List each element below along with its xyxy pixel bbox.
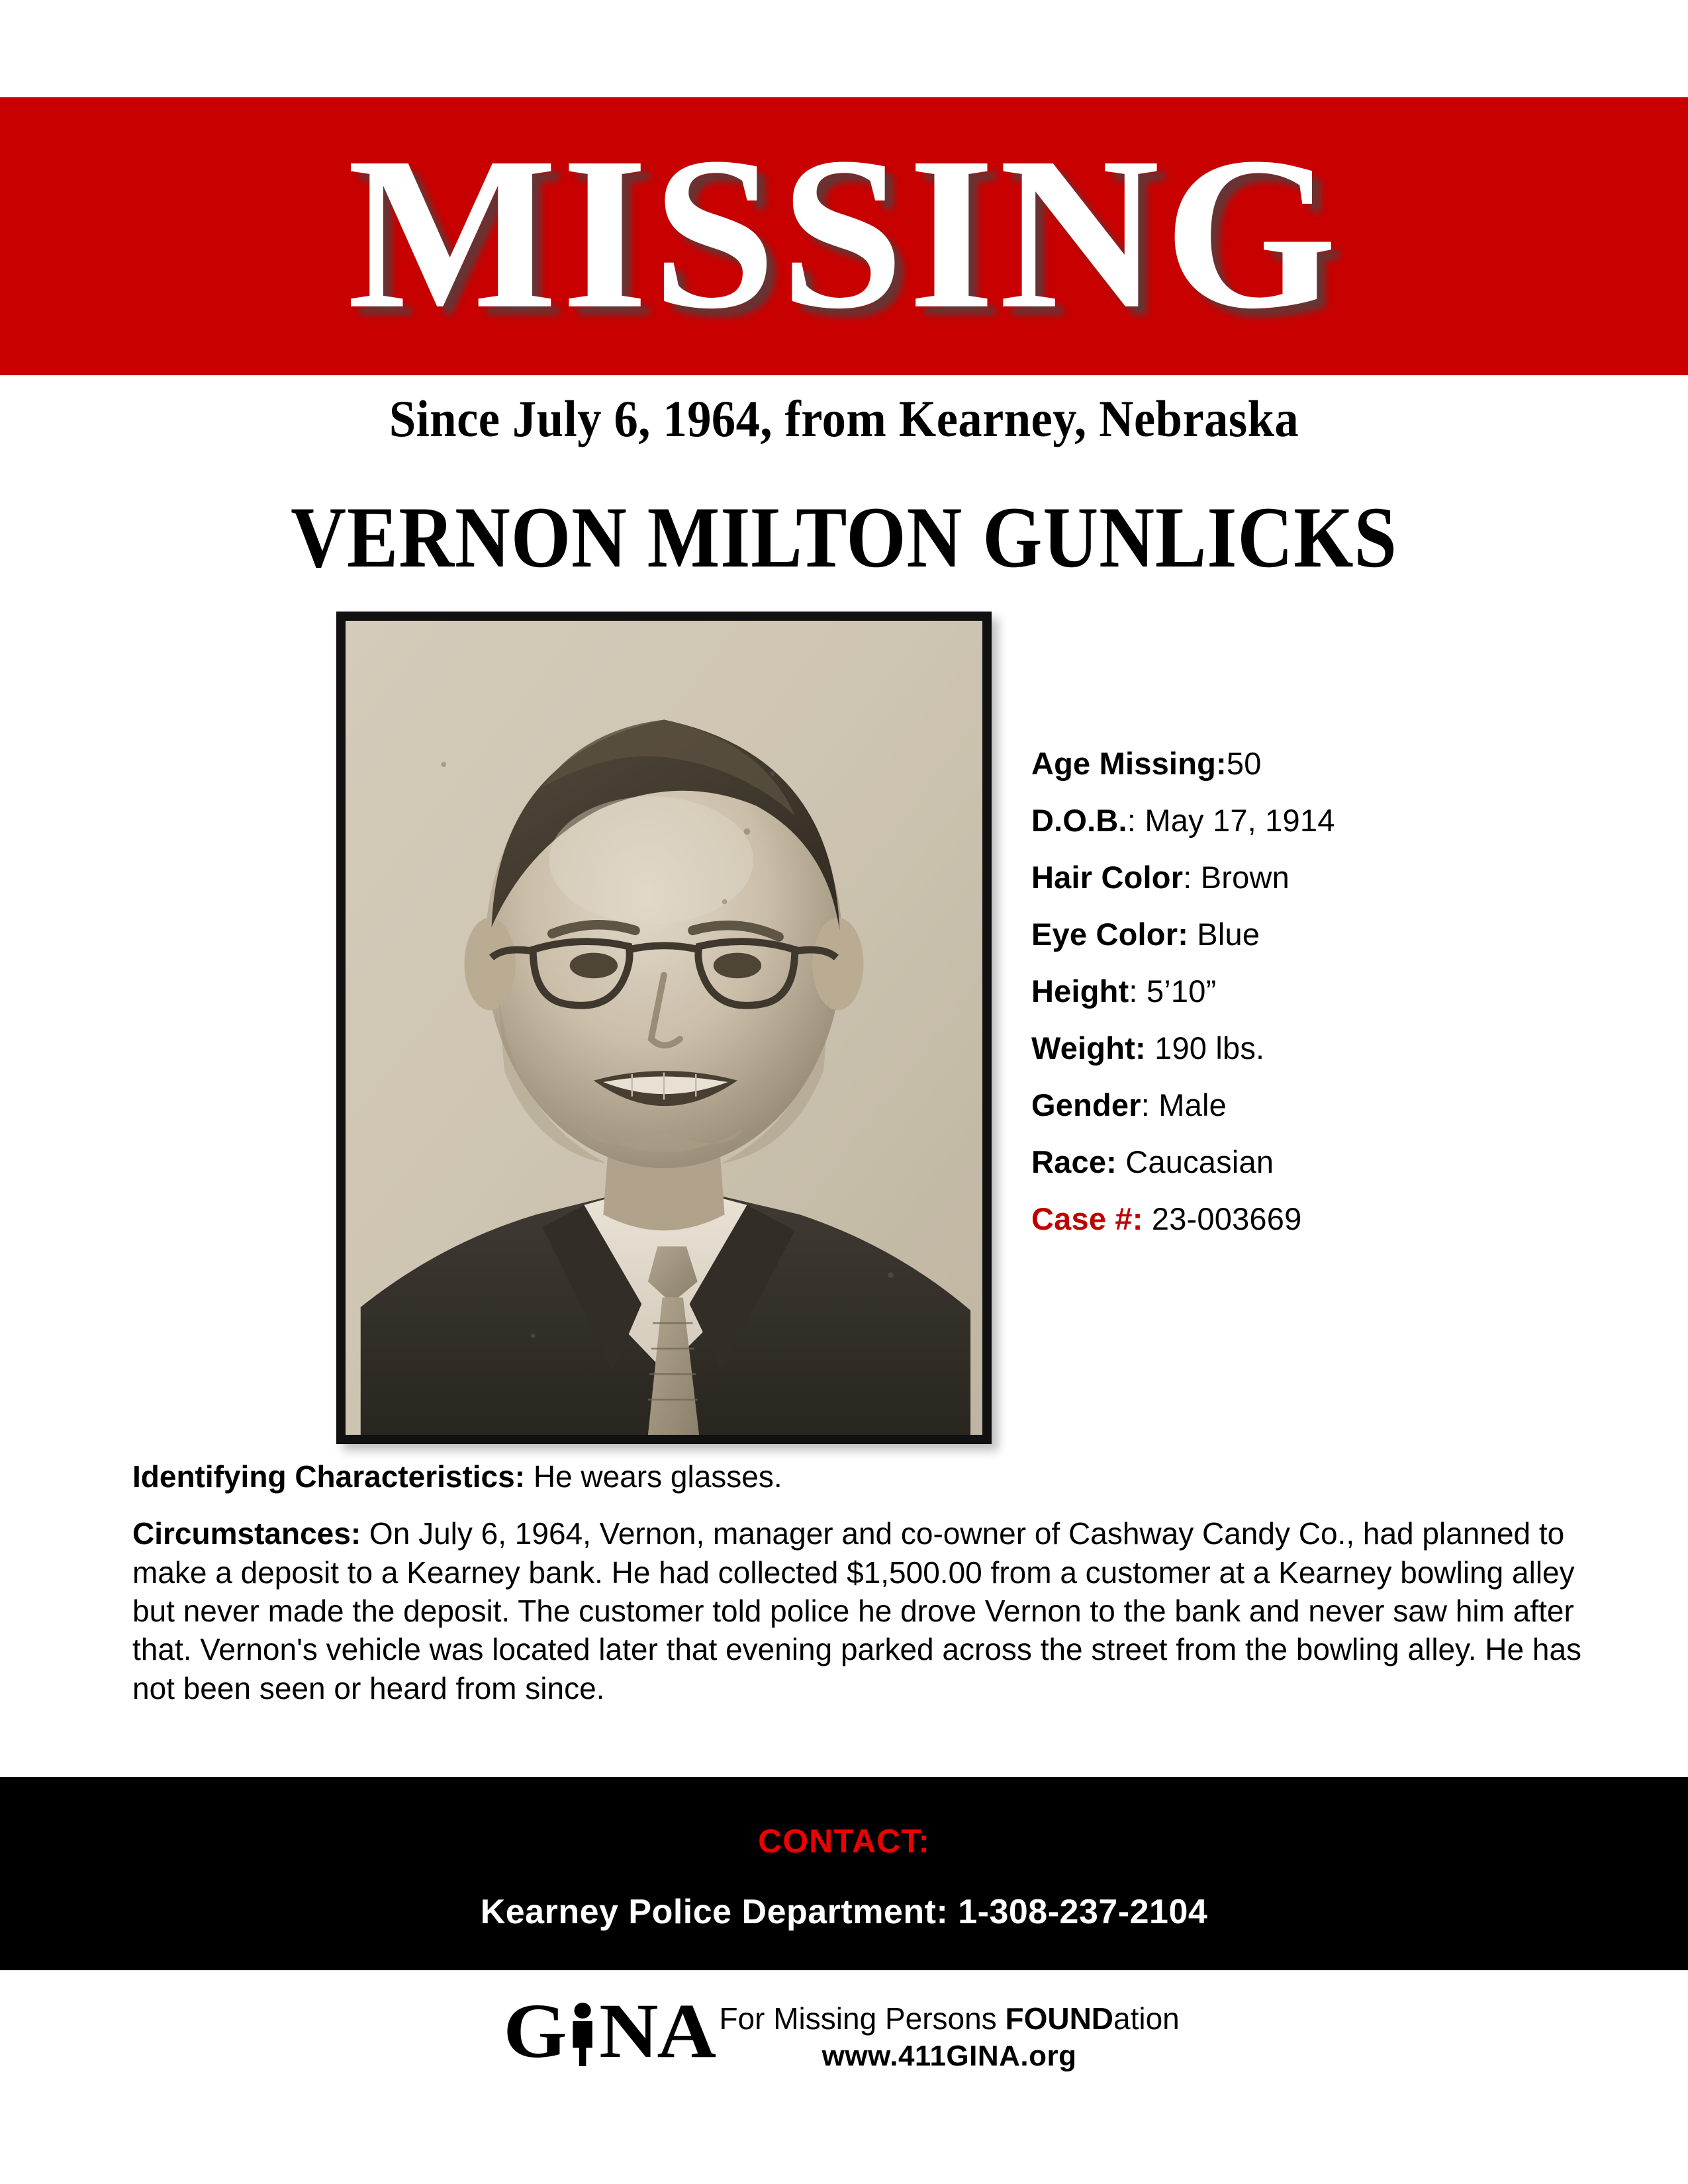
narrative-section [132,1459,1582,1707]
gina-tagline-prefix: For Missing Persons [719,2001,1006,2036]
missing-banner [0,97,1688,375]
gina-tagline [719,2003,1179,2034]
missing-person-photo [336,612,992,1444]
detail-value-race: Caucasian [1117,1144,1274,1179]
contact-phone-line[interactable]: Kearney Police Department: 1-308-237-2104 [480,1893,1208,1931]
footer-logo[interactable] [0,1987,1688,2074]
detail-label-height: Height [1031,974,1129,1009]
detail-row-gender [1031,1089,1654,1120]
detail-row-race [1031,1146,1654,1177]
gina-tagline-suffix: ation [1113,2001,1180,2036]
detail-value-dob: : May 17, 1914 [1127,803,1335,838]
circumstances-text: On July 6, 1964, Vernon, manager and co-owner of Cashway Candy Co., had planned to make a deposit to a Kearney bank. He had collected $1,500.00 from a customer at a Kearney bowling alley but never made the deposit. The customer told police he drove Vernon to the bank and never saw him after that. Vernon's vehicle was located later that evening parked across the street from the bowling alley. He has not been seen or heard from since. [132,1516,1582,1706]
detail-label-case-number: Case #: [1031,1201,1143,1236]
detail-label-gender: Gender [1031,1087,1141,1122]
identifying-characteristics [132,1459,1582,1494]
detail-value-case-number: 23-003669 [1143,1201,1302,1236]
detail-value-gender: : Male [1141,1087,1227,1122]
detail-value-weight: 190 lbs. [1145,1030,1265,1066]
gina-logo-wordmark [503,1987,716,2074]
detail-label-eye-color: Eye Color: [1031,917,1189,952]
missing-headline: MISSING [347,113,1341,355]
person-figure-icon [567,2001,598,2068]
detail-value-height: : 5’10” [1129,974,1217,1009]
detail-label-hair-color: Hair Color [1031,860,1184,895]
detail-row-dob [1031,805,1654,836]
circumstances-label: Circumstances: [132,1516,361,1551]
detail-row-weight [1031,1032,1654,1064]
identifying-characteristics-text: He wears glasses. [525,1459,782,1494]
missing-since-line: Since July 6, 1964, from Kearney, Nebraska [389,390,1299,447]
detail-value-age: 50 [1226,746,1262,781]
detail-row-age [1031,748,1654,779]
portrait-photo-image [346,621,982,1435]
detail-row-eye-color [1031,919,1654,950]
detail-row-height [1031,976,1654,1007]
gina-logo-letter-g: G [503,1987,566,2074]
gina-logo-letters-na: NA [599,1987,716,2074]
gina-logo-tagline-block [719,2003,1179,2073]
identifying-characteristics-label: Identifying Characteristics: [132,1459,526,1494]
gina-website[interactable]: www.411GINA.org [821,2040,1077,2073]
circumstances [132,1514,1582,1707]
contact-title: CONTACT: [758,1823,930,1860]
details-list [1031,748,1654,1260]
contact-bar [0,1777,1688,1970]
detail-label-race: Race: [1031,1144,1117,1179]
detail-row-hair-color [1031,862,1654,893]
missing-person-name: VERNON MILTON GUNLICKS [291,488,1397,586]
detail-row-case-number [1031,1203,1654,1234]
detail-value-eye-color: Blue [1188,917,1260,952]
detail-label-age: Age Missing: [1031,746,1227,781]
detail-label-dob: D.O.B. [1031,803,1127,838]
gina-tagline-bold: FOUND [1005,2001,1114,2036]
detail-value-hair-color: : Brown [1183,860,1289,895]
detail-label-weight: Weight: [1031,1030,1146,1066]
